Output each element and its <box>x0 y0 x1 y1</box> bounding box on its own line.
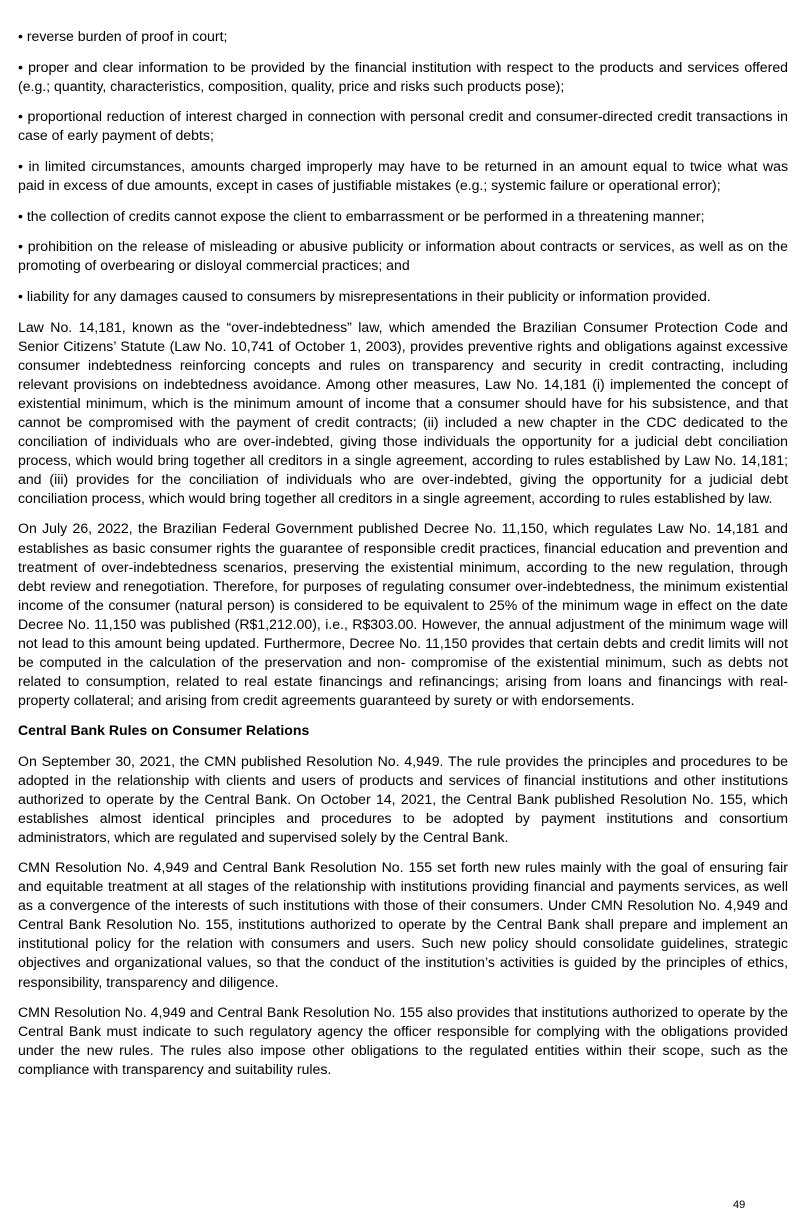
bullet-item: • proportional reduction of interest charged in connection with personal credit and consumer-directed credit transactions in case of early payment of debts; <box>18 108 788 144</box>
body-paragraph: On July 26, 2022, the Brazilian Federal Government published Decree No. 11,150, which regulates Law No. 14,181 and establishes as basic consumer rights the guarantee of responsible credit practices, financial education and prevention and treatment of over-indebtedness scenarios, preserving the existential minimum, according to the new regulation, through debt review and renegotiation. Therefore, for purposes of regulating consumer over-indebtedness, the minimum existential income of the consumer (natural person) is considered to be equivalent to 25% of the minimum wage in effect on the date Decree No. 11,150 was published (R$1,212.00), i.e., R$303.00. However, the annual adjustment of the minimum wage will not lead to this amount being updated. Furthermore, Decree No. 11,150 provides that certain debts and credit limits will not be computed in the calculation of the preservation and non- compromise of the existential minimum, such as debts not related to consumption, related to real estate financings and refinancings; arising from loans and financings with real-property collateral; and arising from credit agreements guaranteed by surety or with endorsements. <box>18 520 788 709</box>
body-paragraph: On September 30, 2021, the CMN published Resolution No. 4,949. The rule provides the principles and procedures to be adopted in the relationship with clients and users of products and services of financial institutions and other institutions authorized to operate by the Central Bank. On October 14, 2021, the Central Bank published Resolution No. 155, which establishes almost identical principles and procedures to be adopted by payment institutions and consortium administrators, which are regulated and supervised solely by the Central Bank. <box>18 752 788 845</box>
bullet-item: • proper and clear information to be provided by the financial institution with respect to the products and services offered (e.g.; quantity, characteristics, composition, quality, price and risks such products pose); <box>18 58 788 94</box>
bullet-item: • the collection of credits cannot expose the client to embarrassment or be performed in a threatening manner; <box>18 207 705 224</box>
body-paragraph: CMN Resolution No. 4,949 and Central Bank Resolution No. 155 also provides that institutions authorized to operate by the Central Bank must indicate to such regulatory agency the officer responsible for complying with the obligations provided under the new rules. The rules also impose other obligations to the regulated entities within their scope, such as the compliance with transparency and suitability rules. <box>18 1003 788 1077</box>
bullet-item: • reverse burden of proof in court; <box>18 28 228 44</box>
body-paragraph: CMN Resolution No. 4,949 and Central Bank Resolution No. 155 set forth new rules mainly with the goal of ensuring fair and equitable treatment at all stages of the relationship with institutions providing financial and payments services, as well as a convergence of the interests of such institutions with those of their consumers. Under CMN Resolution No. 4,949 and Central Bank Resolution No. 155, institutions authorized to operate by the Central Bank shall prepare and implement an institutional policy for the relation with consumers and users. Such new policy should consolidate guidelines, strategic objectives and organizational values, so that the conduct of the institution’s activities is guided by the principles of ethics, responsibility, transparency and diligence. <box>18 858 788 990</box>
bullet-item: • prohibition on the release of misleading or abusive publicity or information about contracts or services, as well as on the promoting of overbearing or disloyal commercial practices; and <box>18 238 788 274</box>
page-number: 49 <box>733 1199 746 1211</box>
section-heading: Central Bank Rules on Consumer Relations <box>18 722 310 739</box>
bullet-item: • liability for any damages caused to consumers by misrepresentations in their publicity or information provided. <box>18 287 711 304</box>
body-paragraph: Law No. 14,181, known as the “over-indebtedness” law, which amended the Brazilian Consumer Protection Code and Senior Citizens’ Statute (Law No. 10,741 of October 1, 2003), provides preventive rights and obligations against excessive consumer indebtedness reinforcing concepts and rules on transparency and security in credit contracting, including relevant provisions on indebtedness avoidance. Among other measures, Law No. 14,181 (i) implemented the concept of existential minimum, which is the minimum amount of income that a consumer should have for his subsistence, and that cannot be compromised with the payment of credit contracts; (ii) included a new chapter in the CDC dedicated to the conciliation of individuals who are over-indebted, giving those individuals the opportunity for a judicial debt conciliation process, which would bring together all creditors in a single agreement, according to rules established by Law No. 14,181; and (iii) provides for the conciliation of individuals who are over-indebted, giving the opportunity for a judicial debt conciliation process, which would bring together all creditors in a single agreement, according to rules established by law. <box>18 318 788 507</box>
bullet-item: • in limited circumstances, amounts charged improperly may have to be returned in an amount equal to twice what was paid in excess of due amounts, except in cases of justifiable mistakes (e.g.; systemic failure or operational error); <box>18 157 788 194</box>
document-page <box>18 27 788 1090</box>
